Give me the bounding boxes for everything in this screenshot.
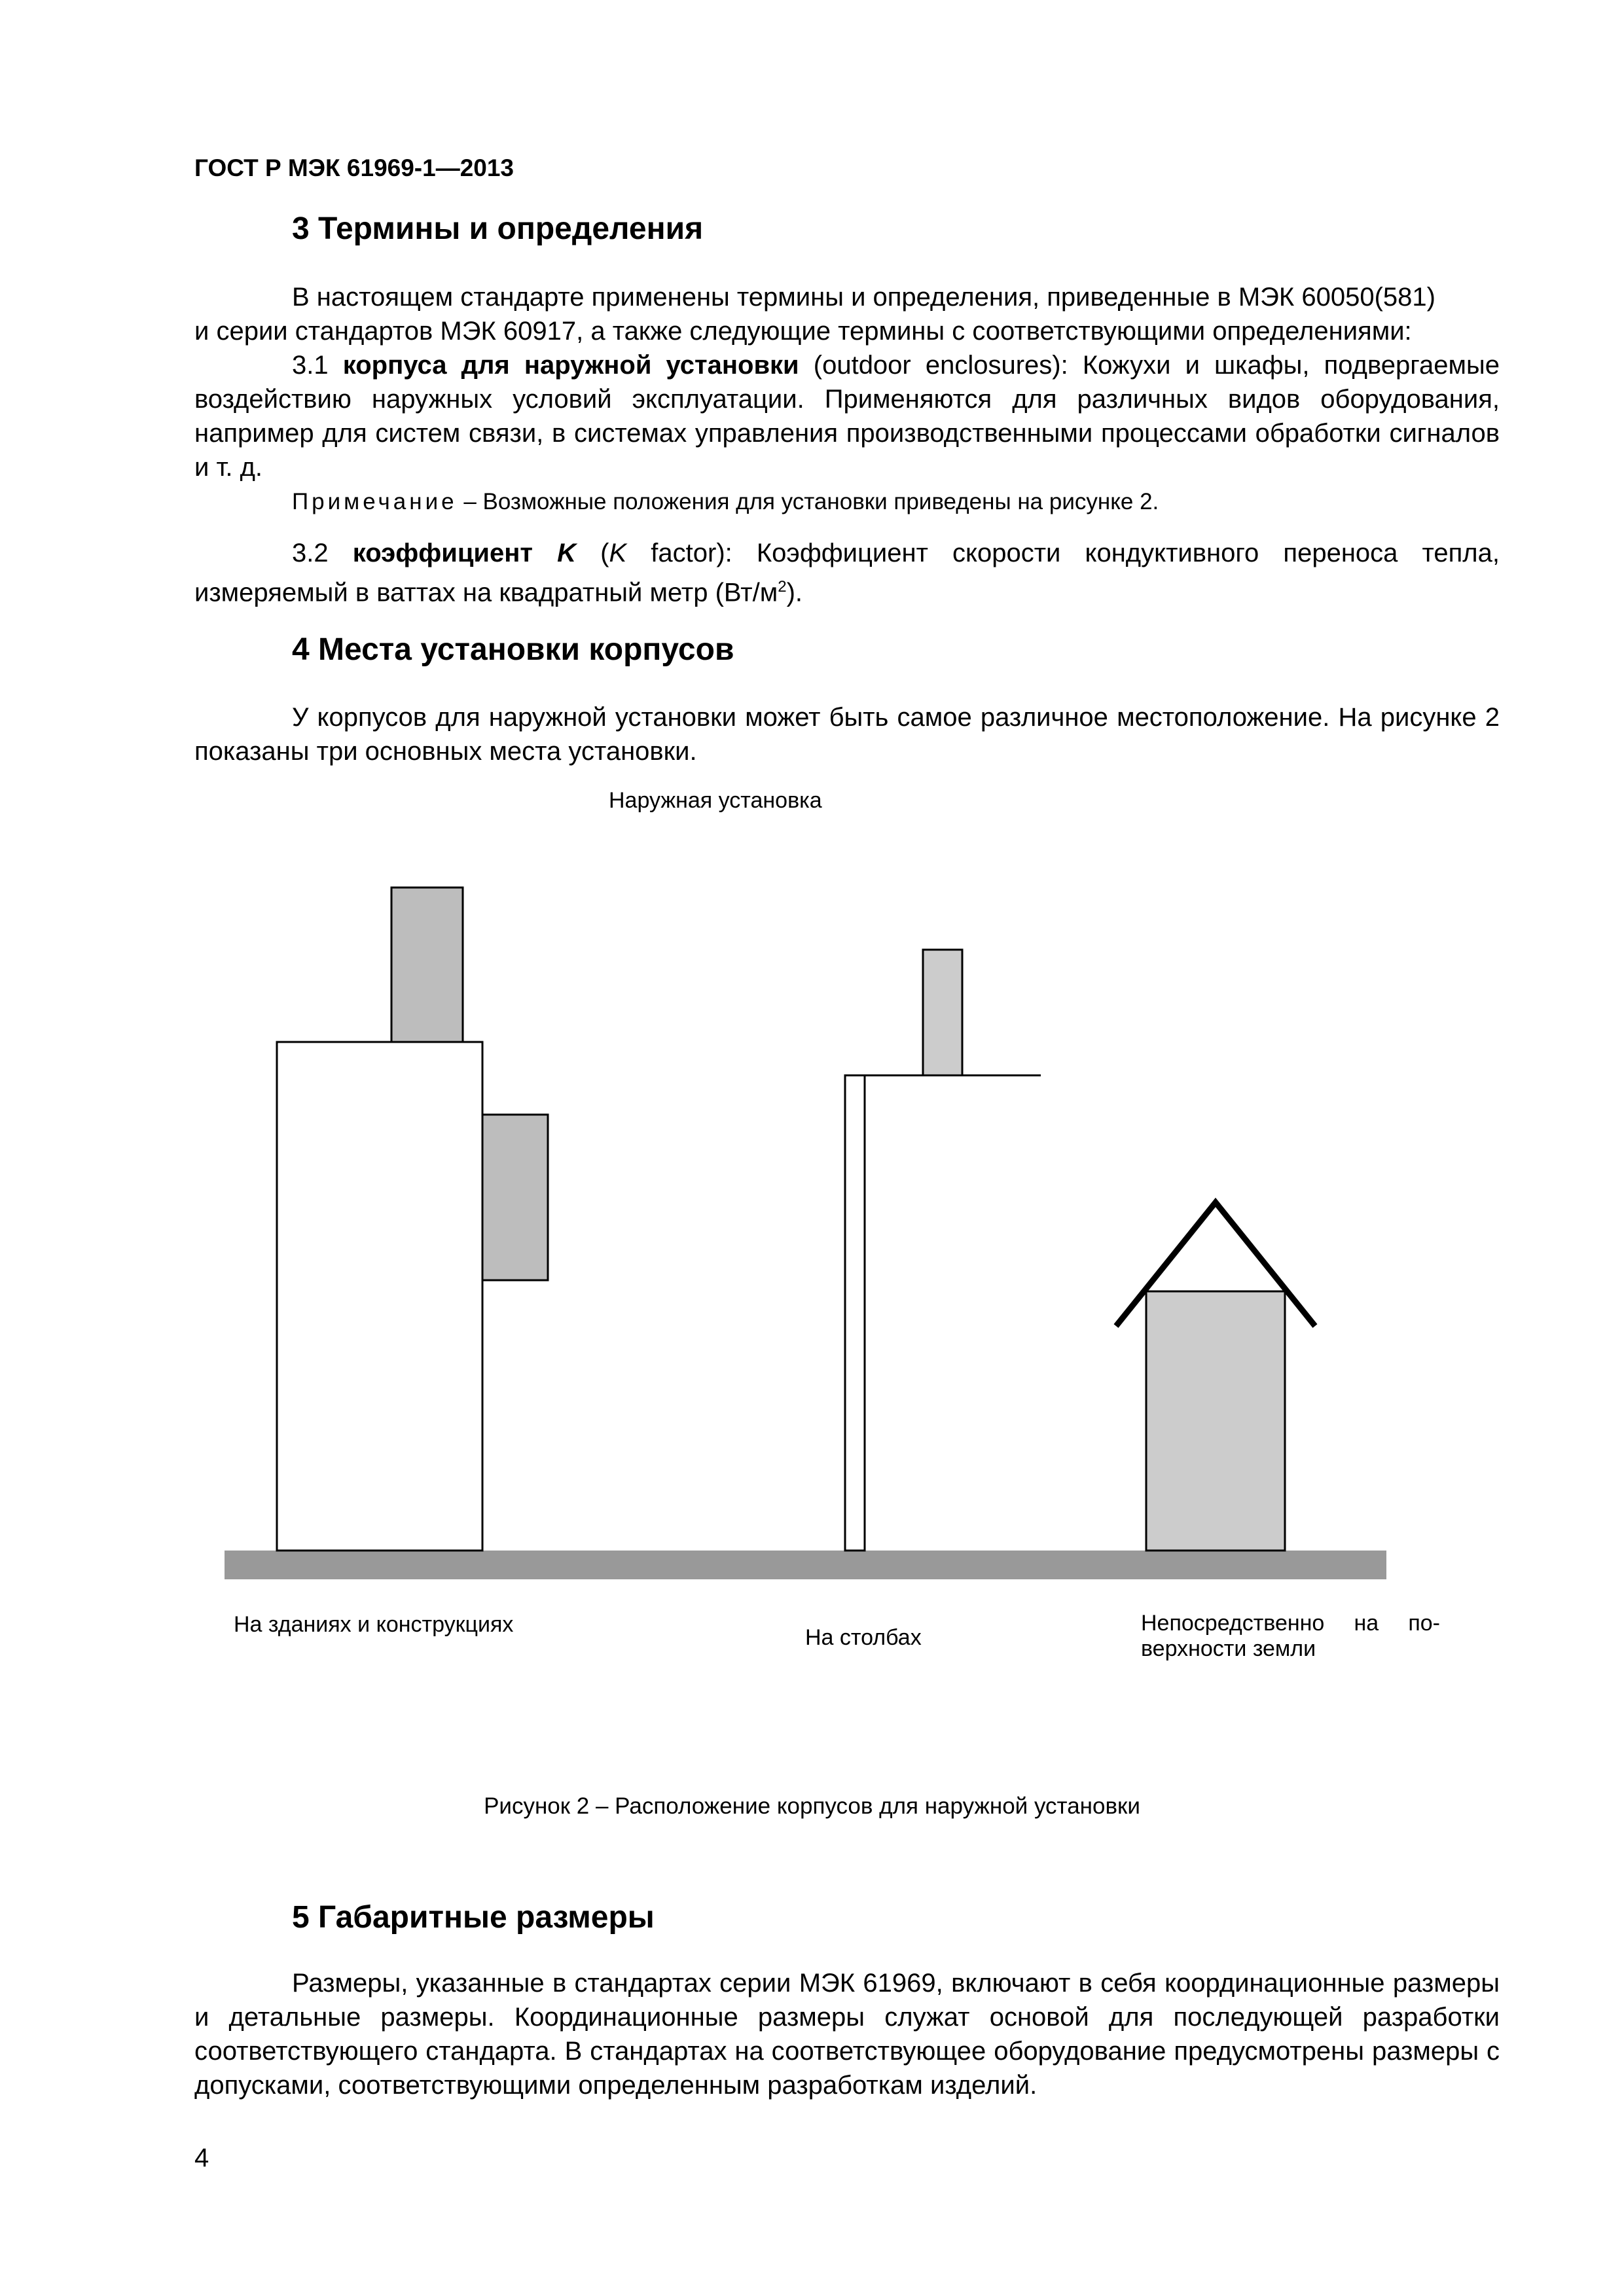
- term-3-2-paren: (: [576, 539, 609, 567]
- ground-strip: [225, 1551, 1386, 1579]
- section-5-title: 5 Габаритные размеры: [292, 1900, 655, 1935]
- term-3-2-term: коэффициент: [352, 539, 558, 567]
- term-3-2-symbol-en: K: [609, 539, 627, 567]
- section-4-title: 4 Места установки корпусов: [292, 632, 734, 667]
- term-3-2-definition: factor): Коэффициент скорости кондуктивного переноса тепла, измеряемый в ваттах на квадратный метр (Вт/м: [194, 539, 1500, 607]
- label-on-ground: [1141, 1611, 1440, 1662]
- figure-caption: Рисунок 2 – Расположение корпусов для наружной установки: [484, 1793, 1140, 1819]
- label-on-poles: На столбах: [805, 1625, 922, 1650]
- section-4-paragraph: У корпусов для наружной установки может быть самое различное местоположение. На рисунке 2 показаны три основных места установки.: [194, 703, 1500, 766]
- section-3-title: 3 Термины и определения: [292, 211, 704, 246]
- term-3-2-end: ).: [786, 578, 803, 607]
- term-3-2-number: 3.2: [292, 539, 353, 567]
- label-on-ground-line-2: верхности земли: [1141, 1636, 1316, 1661]
- ground-enclosure: [1146, 1291, 1285, 1551]
- note-text: – Возможные положения для установки приведены на рисунке 2.: [457, 489, 1159, 514]
- term-3-2-symbol: K: [557, 539, 577, 567]
- term-3-2-superscript: 2: [778, 578, 787, 596]
- document-header: ГОСТ Р МЭК 61969-1—2013: [194, 154, 514, 181]
- term-3-1-term: корпуса для наружной установки: [342, 351, 799, 380]
- section-5-paragraph: Размеры, указанные в стандартах серии МЭК 61969, включают в себя координационные размеры и детальные размеры. Координационные размеры служат основой для последующей разработки соответствующего стандарта. В стандартах на соответствующее оборудование предусмотрены размеры с допусками, соответствующими определенным разработкам изделий.: [194, 1969, 1500, 2100]
- note-label: Примечание: [292, 489, 458, 514]
- label-on-ground-line-1: Непосредственно на по-: [1141, 1611, 1440, 1636]
- term-3-1-number: 3.1: [292, 351, 343, 380]
- building: [277, 1042, 482, 1551]
- intro-line-2: и серии стандартов МЭК 60917, а также следующие термины с соответствующими определениями:: [194, 317, 1412, 346]
- intro-line-1: В настоящем стандарте применены термины и определения, приведенные в МЭК 60050(581): [292, 283, 1435, 312]
- section-5-body: [194, 1966, 1500, 2102]
- pole-enclosure: [923, 950, 962, 1075]
- label-on-buildings: На зданиях и конструкциях: [234, 1612, 514, 1637]
- wall-enclosure: [482, 1115, 548, 1280]
- pole: [845, 1075, 865, 1551]
- roof-enclosure: [391, 888, 463, 1042]
- figure-top-label: Наружная установка: [609, 788, 822, 813]
- term-3-1-definition: (outdoor enclosures): Кожухи и шкафы, подвергаемые воздействию наружных условий эксплуатации. Применяются для различных видов оборудования, например для систем связи, в системах управления производственными процессами обработки сигналов и т. д.: [194, 351, 1500, 482]
- page-number: 4: [194, 2144, 209, 2172]
